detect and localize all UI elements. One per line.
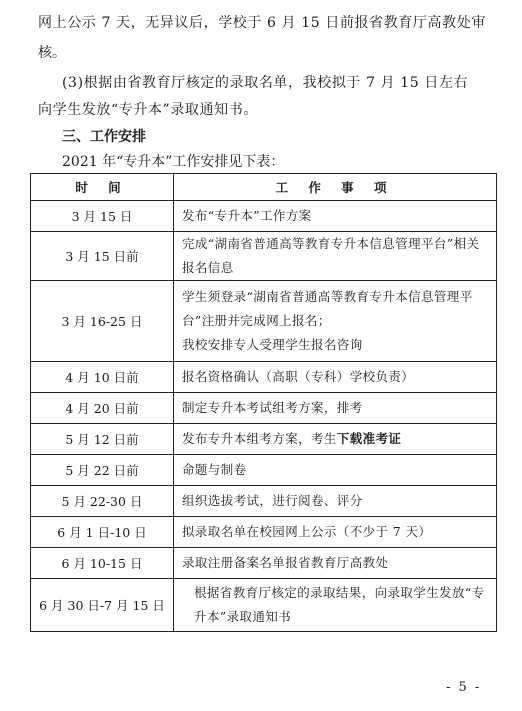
row-time: 4 月 10 日前 — [31, 362, 174, 393]
row-item: 拟录取名单在校园网上公示（不少于 7 天） — [174, 517, 497, 548]
row-item: 制定专升本考试组考方案，排考 — [174, 393, 497, 424]
paragraph-line-3: (3)根据由省教育厅核定的录取名单，我校拟于 7 月 15 日左右 — [62, 75, 469, 91]
table-row — [31, 455, 497, 486]
row-item: 报名资格确认（高职（专科）学校负责） — [174, 362, 497, 393]
row-item: 命题与制卷 — [174, 455, 497, 486]
row-time: 6 月 30 日-7 月 15 日 — [31, 579, 174, 632]
paragraph-line-4: 向学生发放“专升本”录取通知书。 — [38, 102, 258, 118]
row-time: 4 月 20 日前 — [31, 393, 174, 424]
row-time: 3 月 15 日前 — [31, 232, 174, 281]
row-item: 录取注册备案名单报省教育厅高教处 — [174, 548, 497, 579]
header-time: 时 间 — [31, 174, 174, 201]
table-row — [31, 579, 497, 632]
section-heading: 三、工作安排 — [62, 129, 146, 145]
row-time: 3 月 16-25 日 — [31, 281, 174, 362]
header-item: 工 作 事 项 — [174, 174, 497, 201]
table-header-row — [31, 174, 497, 201]
row-item: 发布“专升本”工作方案 — [174, 201, 497, 232]
row-time: 5 月 22-30 日 — [31, 486, 174, 517]
page-number: - 5 - — [446, 680, 482, 695]
row-time: 6 月 10-15 日 — [31, 548, 174, 579]
row-item-bold-text: 下载准考证 — [336, 431, 402, 446]
row-item: 完成“湖南省普通高等教育专升本信息管理平台”相关报名信息 — [174, 232, 497, 281]
row-item-line-1: 学生须登录“湖南省普通高等教育专升本信息管理平台”注册并完成网上报名； — [182, 289, 473, 328]
row-time: 5 月 22 日前 — [31, 455, 174, 486]
table-row — [31, 281, 497, 362]
row-item-text: 发布专升本组考方案，考生 — [182, 431, 337, 446]
table-row — [31, 517, 497, 548]
paragraph-line-1: 网上公示 7 天，无异议后，学校于 6 月 15 日前报省教育厅高教处审 — [38, 15, 486, 31]
table-row — [31, 201, 497, 232]
table-row — [31, 548, 497, 579]
table-row — [31, 362, 497, 393]
row-item: 根据省教育厅核定的录取结果，向录取学生发放“专升本”录取通知书 — [174, 579, 497, 632]
table-row — [31, 393, 497, 424]
row-item: 组织选拔考试，进行阅卷、评分 — [174, 486, 497, 517]
table-row — [31, 424, 497, 455]
table-row — [31, 486, 497, 517]
row-item-line-2: 我校安排专人受理学生报名咨询 — [182, 337, 363, 352]
row-item — [174, 281, 497, 362]
row-time: 6 月 1 日-10 日 — [31, 517, 174, 548]
paragraph-line-2: 核。 — [38, 45, 66, 61]
row-time: 5 月 12 日前 — [31, 424, 174, 455]
row-item — [174, 424, 497, 455]
schedule-table — [30, 173, 497, 632]
row-time: 3 月 15 日 — [31, 201, 174, 232]
table-intro: 2021 年“专升本”工作安排见下表： — [62, 154, 285, 170]
table-row — [31, 232, 497, 281]
